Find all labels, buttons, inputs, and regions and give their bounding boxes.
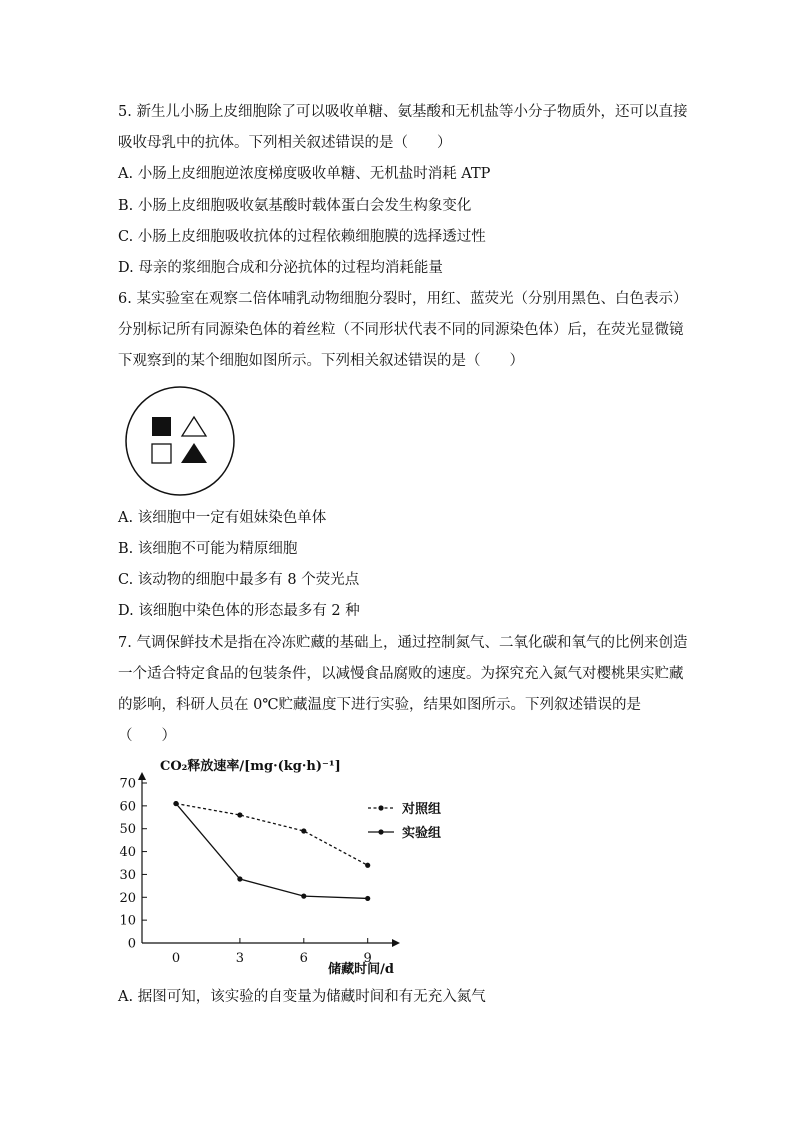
- q6-stem-line1: 6. 某实验室在观察二倍体哺乳动物细胞分裂时，用红、蓝荧光（分别用黑色、白色表示）: [118, 291, 688, 307]
- y-tick-label: 50: [119, 822, 136, 838]
- q6-stem-line2: 分别标记所有同源染色体的着丝粒（不同形状代表不同的同源染色体）后，在荧光显微镜: [118, 322, 684, 338]
- data-point: [365, 863, 370, 868]
- y-axis-label: CO₂释放速率/[mg·(kg·h)⁻¹]: [160, 759, 341, 774]
- y-tick-label: 60: [119, 799, 136, 815]
- y-tick-label: 20: [119, 890, 136, 906]
- q6-option-b: B. 该细胞不可能为精原细胞: [118, 541, 298, 557]
- x-tick-label: 0: [171, 951, 181, 966]
- q7-stem-line1: 7. 气调保鲜技术是指在冷冻贮藏的基础上，通过控制氮气、二氧化碳和氧气的比例来创造: [118, 635, 688, 651]
- q7-stem-line2: 一个适合特定食品的包装条件，以减慢食品腐败的速度。为探究充入氮气对樱桃果实贮藏: [118, 666, 684, 682]
- legend-marker: [378, 805, 383, 810]
- data-point: [237, 876, 242, 881]
- series-line-experimental: [176, 804, 368, 899]
- data-point: [301, 828, 306, 833]
- q7-stem-line4: （ ）: [118, 728, 176, 744]
- y-tick-label: 40: [119, 845, 136, 861]
- q7-option-a: A. 据图可知，该实验的自变量为储藏时间和有无充入氮气: [118, 989, 486, 1005]
- x-tick-label: 3: [235, 951, 245, 966]
- data-point: [365, 896, 370, 901]
- legend-marker: [378, 829, 383, 834]
- q5-option-b: B. 小肠上皮细胞吸收氨基酸时载体蛋白会发生构象变化: [118, 198, 472, 214]
- y-tick-label: 10: [119, 913, 136, 929]
- y-tick-label: 30: [119, 867, 136, 883]
- q5-option-a: A. 小肠上皮细胞逆浓度梯度吸收单糖、无机盐时消耗 ATP: [118, 166, 491, 182]
- q6-option-c: C. 该动物的细胞中最多有 8 个荧光点: [118, 572, 360, 588]
- black-triangle-centromere: [181, 443, 207, 463]
- legend-label: 对照组: [402, 802, 442, 817]
- q7-stem-line3: 的影响，科研人员在 0℃贮藏温度下进行实验，结果如图所示。下列叙述错误的是: [118, 697, 642, 713]
- cell-diagram: [124, 385, 236, 497]
- y-axis-arrow: [138, 772, 146, 780]
- data-point: [301, 894, 306, 899]
- q5-stem-line1: 5. 新生儿小肠上皮细胞除了可以吸收单糖、氨基酸和无机盐等小分子物质外，还可以直接: [118, 104, 688, 120]
- q5-stem-line2: 吸收母乳中的抗体。下列相关叙述错误的是（ ）: [118, 135, 452, 151]
- co2-release-chart: [112, 750, 472, 982]
- black-square-centromere: [152, 417, 171, 436]
- q6-option-d: D. 该细胞中染色体的形态最多有 2 种: [118, 603, 360, 619]
- cell-membrane: [126, 387, 234, 495]
- q6-stem-line3: 下观察到的某个细胞如图所示。下列相关叙述错误的是（ ）: [118, 353, 524, 369]
- legend-label: 实验组: [402, 826, 442, 841]
- y-tick-label: 0: [127, 936, 136, 952]
- x-axis-arrow: [392, 939, 400, 947]
- data-point: [173, 801, 178, 806]
- q5-option-d: D. 母亲的浆细胞合成和分泌抗体的过程均消耗能量: [118, 260, 443, 276]
- white-square-centromere: [152, 444, 171, 463]
- series-line-control: [176, 804, 368, 866]
- x-tick-label: 6: [299, 951, 308, 966]
- y-tick-label: 70: [119, 776, 136, 792]
- x-axis-label: 储藏时间/d: [328, 962, 394, 977]
- q6-option-a: A. 该细胞中一定有姐妹染色单体: [118, 510, 327, 526]
- q5-option-c: C. 小肠上皮细胞吸收抗体的过程依赖细胞膜的选择透过性: [118, 229, 486, 245]
- x-tick-label: 9: [363, 951, 372, 966]
- white-triangle-centromere: [182, 417, 206, 436]
- data-point: [237, 812, 242, 817]
